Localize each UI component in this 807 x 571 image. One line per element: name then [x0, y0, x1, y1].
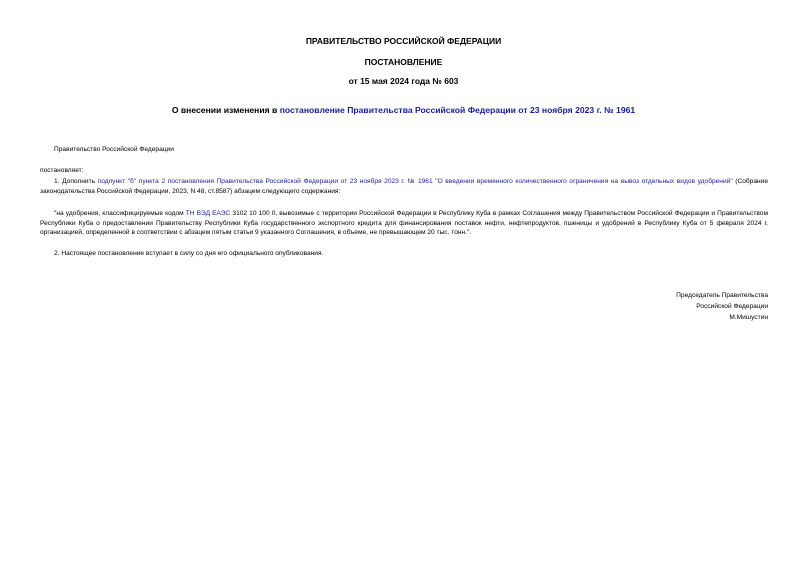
government-title: ПРАВИТЕЛЬСТВО РОССИЙСКОЙ ФЕДЕРАЦИИ	[305, 36, 502, 46]
paragraph-1-end: (Собрание законодательства Российской Федерации, 2023, N 48, ст.8587) абзацем следующего содержания:	[40, 178, 768, 195]
paragraph-1-start: 1. Дополнить	[54, 178, 98, 185]
signature-name: М.Мишустин	[729, 314, 768, 321]
quote-end: 3102 10 100 0, вывозимые с территории Российской Федерации в Республику Куба в рамках Соглашения между Правительством Российской Федерации и Правительством Республики Куба о предоставлении Правительству Республики Куба государственного экспортного кредита для финансирования поставок нефти, нефтепродуктов, пшеницы и удобрений в Республику Куба от 5 февраля 2024 г. организацией, определенной в соответствии с абзацем пятым статьи 9 указанного Соглашения, в объеме, не превышающем 20 тыс. тонн.".	[40, 210, 768, 236]
subject-prefix: О внесении изменения в	[171, 105, 280, 115]
subject-decree-link[interactable]: постановление Правительства Российской Федерации от 23 ноября 2023 г. № 1961	[279, 105, 636, 115]
tn-ved-link[interactable]: ТН ВЭД ЕАЭС	[185, 210, 231, 217]
decrees-line: постановляет:	[40, 167, 84, 174]
signature-title-line2: Российской Федерации	[696, 303, 768, 310]
document-type: ПОСТАНОВЛЕНИЕ	[364, 57, 443, 67]
government-line: Правительство Российской Федерации	[54, 146, 174, 153]
document-date-number: от 15 мая 2024 года № 603	[348, 76, 459, 86]
signature-block	[676, 290, 768, 323]
signature-title-line1: Председатель Правительства	[676, 292, 768, 299]
paragraph-1	[40, 177, 768, 196]
quoted-paragraph	[40, 209, 768, 238]
paragraph-1-link[interactable]: подпункт "б" пункта 2 постановления Правительства Российской Федерации от 23 ноября 2023 г. № 1961 "О введении временного количественного ограничения на вывоз отдельных видов удобрений"	[97, 178, 733, 185]
paragraph-2: 2. Настоящее постановление вступает в силу со дня его официального опубликования.	[54, 250, 324, 257]
quote-start: "на удобрения, классифицируемые кодом	[54, 210, 186, 217]
document-subject	[0, 105, 807, 115]
